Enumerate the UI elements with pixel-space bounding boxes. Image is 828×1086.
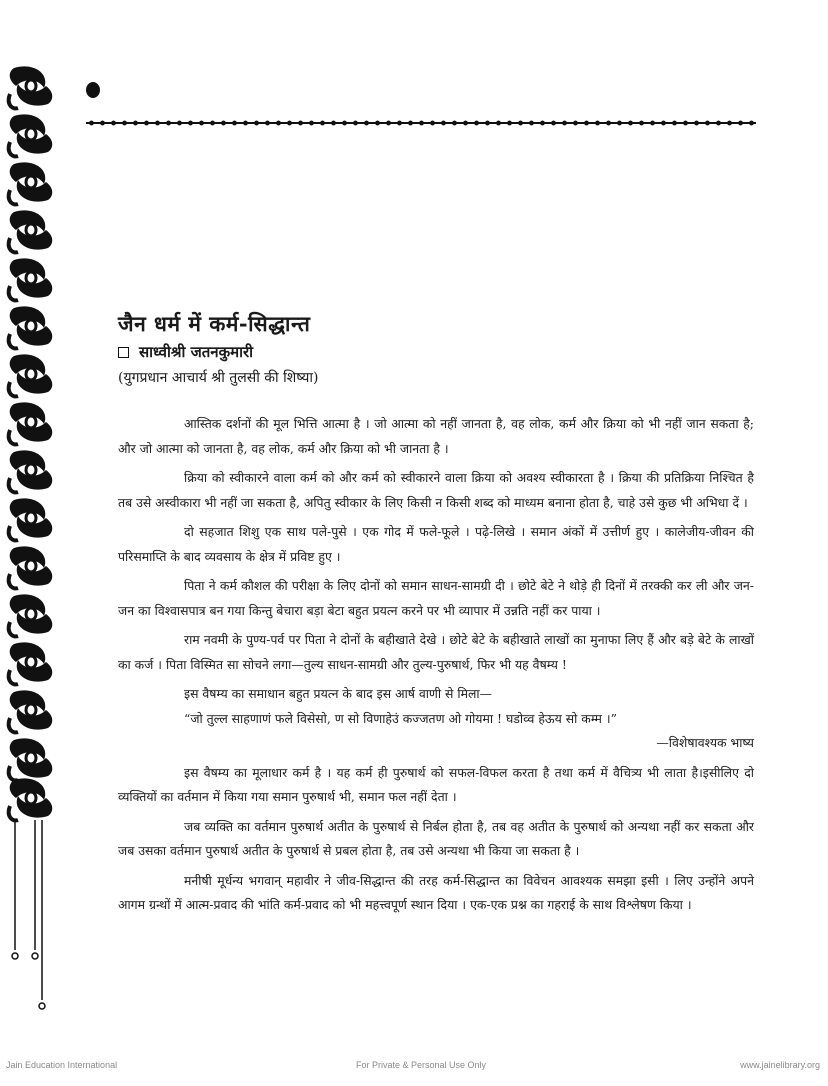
decorative-dotted-rule: [86, 120, 756, 126]
paragraph: आस्तिक दर्शनों की मूल भित्ति आत्मा है । जो आत्मा को नहीं जानता है, वह लोक, कर्म और क्रिया को भी नहीं जान सकता है; और जो आत्मा को जानता है, वह लोक, कर्म और क्रिया को भी जानता है ।: [118, 416, 754, 456]
paragraph: जब व्यक्ति का वर्तमान पुरुषार्थ अतीत के पुरुषार्थ से निर्बल होता है, तब वह अतीत के पुरुषार्थ को अन्यथा नहीं कर सकता और जब उसका वर्तमान पुरुषार्थ अतीत के पुरुषार्थ से प्रबल होता है, तब उसे अन्यथा भी किया जा सकता है ।: [118, 818, 754, 858]
paragraph: दो सहजात शिशु एक साथ पले-पुसे । एक गोद में फले-फूले । पढ़े-लिखे । समान अंकों में उत्तीर्ण हुए । कालेजीय-जीवन की परिसमाप्ति के बाद व्यवसाय के क्षेत्र में प्रविष्ट हुए ।: [118, 524, 754, 564]
paragraph: पिता ने कर्म कौशल की परीक्षा के लिए दोनों को समान साधन-सामग्री दी । छोटे बेटे ने थोड़े ही दिनों में तरक्की कर ली और जन-जन का विश्वासपात्र बन गया किन्तु बेचारा बड़ा बेटा बहुत प्रयत्न करने पर भी व्यापार में उन्नति नहीं कर पाया ।: [118, 578, 754, 618]
paragraph: इस वैषम्य का समाधान बहुत प्रयत्न के बाद इस आर्ष वाणी से मिला—: [184, 686, 492, 701]
bullet-dot-icon: [86, 82, 100, 98]
border-tail-lines-icon: [10, 820, 60, 1030]
prakrit-quote: “जो तुल्ल साहणाणं फले विसेसो, ण सो विणाहेउं कज्जतण ओ गोयमा ! घडोव्व हेऊय सो कम्म ।”: [184, 710, 617, 726]
author-note: (युगप्रधान आचार्य श्री तुलसी की शिष्या): [118, 370, 319, 386]
paragraph: इस वैषम्य का मूलाधार कर्म है । यह कर्म ही पुरुषार्थ को सफल-विफल करता है तथा कर्म में वैचित्र्य भी लाता है।इसीलिए दो व्यक्तियों का वर्तमान में किया गया समान पुरुषार्थ भी, समान फल नहीं देता ।: [118, 764, 754, 804]
article-title: जैन धर्म में कर्म-सिद्धान्त: [118, 311, 311, 336]
paisley-border-ornament-icon: [6, 64, 56, 824]
quote-source: —विशेषावश्यक भाष्य: [656, 735, 754, 750]
author-name: साध्वीश्री जतनकुमारी: [139, 343, 254, 361]
paragraph: क्रिया को स्वीकारने वाला कर्म को और कर्म को स्वीकारने वाला क्रिया को अवश्य स्वीकारता है । क्रिया की प्रतिक्रिया निश्चित है तब उसे अस्वीकारा भी नहीं जा सकता है, अपितु स्वीकार के लिए किसी न किसी शब्द को माध्यम बनाना होता है, चाहे उसे कुछ भी अभिधा दें ।: [118, 470, 754, 510]
paragraph: मनीषी मूर्धन्य भगवान् महावीर ने जीव-सिद्धान्त की तरह कर्म-सिद्धान्त का विवेचन आवश्यक समझा इसी । लिए उन्होंने अपने आगम ग्रन्थों में आत्म-प्रवाद की भांति कर्म-प्रवाद को भी महत्त्वपूर्ण स्थान दिया । एक-एक प्रश्न का गहराई के साथ विश्लेषण किया ।: [118, 872, 754, 912]
footer-publisher: Jain Education International: [6, 1060, 118, 1070]
author-line: [118, 342, 253, 362]
article-body: [118, 412, 754, 923]
footer-usage-note: For Private & Personal Use Only: [356, 1060, 487, 1070]
footer-website-link[interactable]: www.jainelibrary.org: [740, 1060, 820, 1070]
paragraph: राम नवमी के पुण्य-पर्व पर पिता ने दोनों के बहीखाते देखे । छोटे बेटे के बहीखाते लाखों का मुनाफा लिए हैं और बड़े बेटे के लाखों का कर्ज । पिता विस्मित सा सोचने लगा—तुल्य साधन-सामग्री और तुल्य-पुरुषार्थ, फिर भी यह वैषम्य !: [118, 632, 754, 672]
square-marker-icon: [118, 347, 129, 358]
